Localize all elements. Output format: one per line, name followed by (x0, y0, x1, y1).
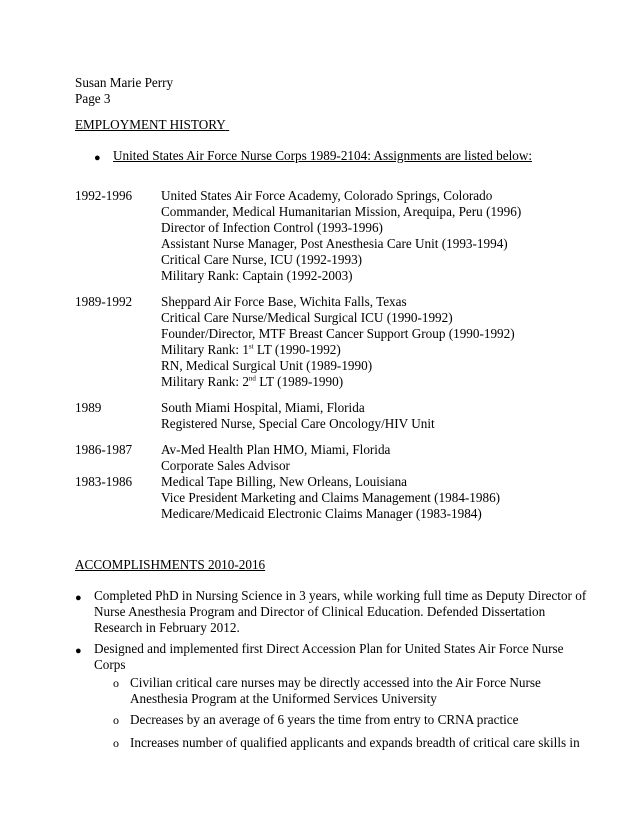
entry-line: RN, Medical Surgical Unit (1989-1990) (161, 358, 373, 373)
entry-line: United States Air Force Academy, Colorado Springs, Colorado (161, 188, 493, 203)
subitem-line: Civilian critical care nurses may be directly accessed into the Air Force Nurse (130, 675, 541, 690)
entry-years: 1989 (75, 400, 102, 415)
entry-years: 1992-1996 (75, 188, 133, 203)
item-line: Designed and implemented first Direct Accession Plan for United States Air Force Nurse (94, 641, 564, 656)
entry-line: Assistant Nurse Manager, Post Anesthesia Care Unit (1993-1994) (161, 236, 508, 251)
employment-intro: United States Air Force Nurse Corps 1989-2104: Assignments are listed below: (113, 148, 533, 163)
entry-line: Corporate Sales Advisor (161, 458, 290, 473)
entry-line: Vice President Marketing and Claims Management (1984-1986) (161, 490, 501, 505)
page-number: Page 3 (75, 91, 111, 106)
accomplishments-heading: ACCOMPLISHMENTS 2010-2016 (75, 557, 266, 572)
employment-heading: EMPLOYMENT HISTORY (75, 117, 226, 132)
entry-line: Founder/Director, MTF Breast Cancer Support Group (1990-1992) (161, 326, 515, 341)
entry-line: Medical Tape Billing, New Orleans, Louisiana (161, 474, 408, 489)
item-line: Completed PhD in Nursing Science in 3 years, while working full time as Deputy Director of (94, 588, 587, 603)
entry-line: Registered Nurse, Special Care Oncology/HIV Unit (161, 416, 435, 431)
sub-bullet-icon: o (113, 676, 119, 690)
entry-line: South Miami Hospital, Miami, Florida (161, 400, 365, 415)
entry-line: Director of Infection Control (1993-1996) (161, 220, 383, 235)
entry-line: Military Rank: 2nd LT (1989-1990) (161, 374, 344, 389)
entry-years: 1986-1987 (75, 442, 133, 457)
entry-line: Military Rank: Captain (1992-2003) (161, 268, 353, 283)
item-line: Corps (94, 657, 126, 672)
entry-years: 1983-1986 (75, 474, 133, 489)
subitem-line: Increases number of qualified applicants and expands breadth of critical care skills in (130, 735, 580, 750)
item-line: Research in February 2012. (94, 620, 240, 635)
author-name: Susan Marie Perry (75, 75, 174, 90)
bullet-icon: ● (75, 592, 82, 604)
entry-line: Critical Care Nurse/Medical Surgical ICU (1990-1992) (161, 310, 453, 325)
entry-years: 1989-1992 (75, 294, 133, 309)
bullet-icon: ● (94, 152, 101, 164)
entry-line: Av-Med Health Plan HMO, Miami, Florida (161, 442, 391, 457)
sub-bullet-icon: o (113, 713, 119, 727)
subitem-line: Decreases by an average of 6 years the time from entry to CRNA practice (130, 712, 519, 727)
bullet-icon: ● (75, 645, 82, 657)
entry-line: Commander, Medical Humanitarian Mission, Arequipa, Peru (1996) (161, 204, 522, 219)
item-line: Nurse Anesthesia Program and Director of Clinical Education. Defended Dissertation (94, 604, 546, 619)
entry-line: Medicare/Medicaid Electronic Claims Manager (1983-1984) (161, 506, 482, 521)
subitem-line: Anesthesia Program at the Uniformed Services University (130, 691, 437, 706)
sub-bullet-icon: o (113, 736, 119, 750)
entry-line: Critical Care Nurse, ICU (1992-1993) (161, 252, 363, 267)
entry-line: Military Rank: 1st LT (1990-1992) (161, 342, 341, 357)
entry-line: Sheppard Air Force Base, Wichita Falls, Texas (161, 294, 407, 309)
